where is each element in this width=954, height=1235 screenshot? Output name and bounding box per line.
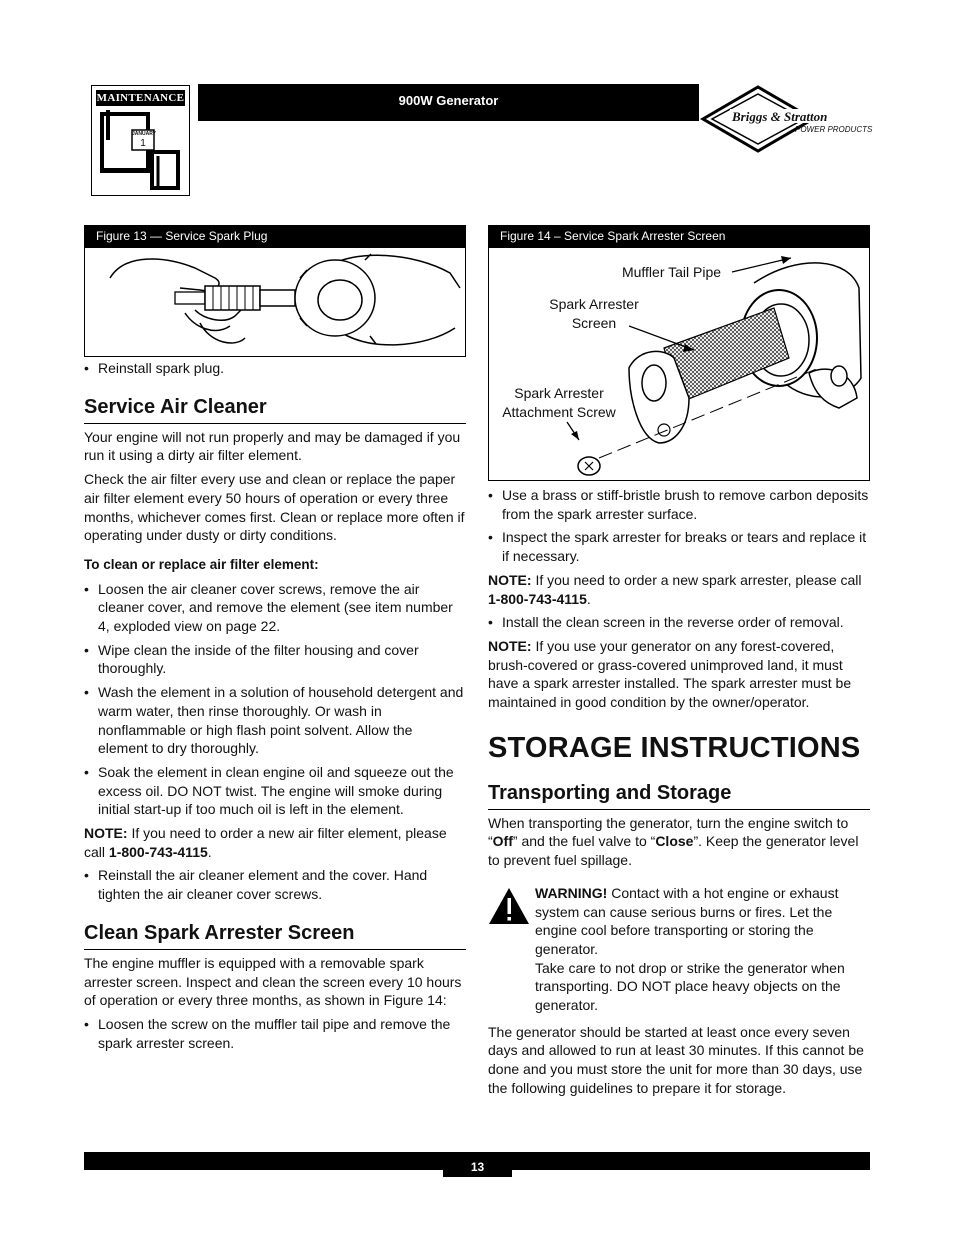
arrester-bullet-1: • Loosen the screw on the muffler tail pipe and remove the spark arrester screen. <box>84 1015 466 1052</box>
note-text: If you need to order a new air filter element, please call <box>84 825 447 860</box>
figure-13-caption: Figure 13 — Service Spark Plug <box>84 225 466 247</box>
page-title: 900W Generator <box>198 84 699 121</box>
brand-logo <box>700 84 873 154</box>
arrester-note-1: NOTE: If you need to order a new spark arrester, please call 1-800-743-4115. <box>488 571 862 607</box>
maintenance-label: MAINTENANCE <box>96 92 185 104</box>
reinstall-bullet: • Reinstall spark plug. <box>84 359 466 378</box>
warning-paragraph-2: Take care to not drop or strike the generator when transporting. DO NOT place heavy objects on the generator. <box>535 959 845 1014</box>
transporting-storage-heading: Transporting and Storage <box>488 781 870 810</box>
service-air-cleaner-heading: Service Air Cleaner <box>84 395 466 424</box>
transport-text-c: ”. Keep the generator level to prevent fuel spillage. <box>488 833 859 869</box>
left-column <box>84 359 466 1052</box>
label-spark-arrester-screen-1: Spark Arrester <box>549 296 639 312</box>
air-bullet-3: • Wash the element in a solution of household detergent and warm water, then rinse thoroughly. Or wash in nonflammable or high flash point solvent. Allow the element to dry thoroughly. <box>84 683 466 758</box>
arrester-note-2 <box>488 637 870 712</box>
warning-triangle-icon <box>488 886 530 926</box>
arrester-bullet-4: • Install the clean screen in the reverse order of removal. <box>488 613 870 632</box>
storage-final-paragraph: The generator should be started at least once every seven days and allowed to run at least 30 minutes. If this cannot be done and you must store the unit for more than 30 days, use the following guidelines to prepare it for storage. <box>488 1023 864 1096</box>
clean-spark-arrester-heading: Clean Spark Arrester Screen <box>84 921 466 950</box>
transport-paragraph <box>488 814 870 870</box>
figure-14-caption: Figure 14 – Service Spark Arrester Screen <box>488 225 870 247</box>
warning-paragraph-1 <box>535 884 870 959</box>
right-column <box>488 486 870 1098</box>
transport-text-a: When transporting the generator, turn the engine switch to “ <box>488 814 849 850</box>
storage-instructions-heading: STORAGE INSTRUCTIONS <box>488 731 861 764</box>
calendar-day: 1 <box>140 138 146 149</box>
note2-label: NOTE: <box>488 637 532 654</box>
air-bullet-2: • Wipe clean the inside of the filter housing and cover thoroughly. <box>84 641 466 678</box>
transport-off: Off <box>492 833 513 850</box>
spark-plug-illustration <box>85 248 465 356</box>
transport-close: Close <box>655 833 694 850</box>
calendar-text: JANUARY <box>132 131 156 137</box>
arrester-bullet-2: • Use a brass or stiff-bristle brush to remove carbon deposits from the spark arrester surface. <box>488 486 870 523</box>
note-phone: 1-800-743-4115 <box>108 843 208 860</box>
note1-text: If you need to order a new spark arrester, please call <box>535 571 862 588</box>
air-paragraph-1: Your engine will not run properly and may be damaged if you run it using a dirty air filter element. <box>84 428 461 464</box>
note-label: NOTE: <box>84 825 128 842</box>
logo-subtext: POWER PRODUCTS <box>795 125 873 134</box>
air-subheading: To clean or replace air filter element: <box>84 556 319 572</box>
spark-arrester-illustration <box>489 248 869 480</box>
maintenance-icon <box>91 85 190 196</box>
warning-label: WARNING! <box>535 884 608 901</box>
warning-text-1: Contact with a hot engine or exhaust system can cause serious burns or fires. Let the engine cool before transporting or storing the generator. <box>535 884 839 957</box>
air-bullet-5: • Reinstall the air cleaner element and the cover. Hand tighten the air cleaner cover screws. <box>84 866 466 903</box>
warning-block <box>488 884 870 1015</box>
air-bullet-1: • Loosen the air cleaner cover screws, remove the air cleaner cover, and remove the element (see item number 4, exploded view on page 22. <box>84 580 466 636</box>
note1-phone: 1-800-743-4115 <box>488 590 587 607</box>
arrester-bullet-3: • Inspect the spark arrester for breaks or tears and replace it if necessary. <box>488 528 870 565</box>
figure-14-box <box>488 247 870 481</box>
logo-text: Briggs & Stratton <box>732 109 828 124</box>
page-number: 13 <box>443 1152 512 1177</box>
label-attachment-screw-2: Attachment Screw <box>502 404 616 420</box>
air-note: NOTE: If you need to order a new air filter element, please call 1-800-743-4115. <box>84 825 447 860</box>
label-attachment-screw-1: Spark Arrester <box>514 385 604 401</box>
note2-text: If you use your generator on any forest-covered, brush-covered or grass-covered unimproved land, it must have a spark arrester installed. The spark arrester must be maintained in good condition by the owner/operator. <box>488 637 852 711</box>
note1-label: NOTE: <box>488 571 532 588</box>
transport-text-b: ” and the fuel valve to “ <box>512 833 656 850</box>
air-bullet-4: • Soak the element in clean engine oil and squeeze out the excess oil. DO NOT twist. The engine will smoke during initial start-up if too much oil is left in the element. <box>84 763 466 819</box>
air-paragraph-2: Check the air filter every use and clean or replace the paper air filter element every 50 hours of operation or every three months, whichever comes first. Clean or replace more often if operating under dusty or dirty conditions. <box>84 471 465 544</box>
label-spark-arrester-screen-2: Screen <box>571 315 617 331</box>
label-muffler-tail-pipe: Muffler Tail Pipe <box>621 264 722 280</box>
figure-13-box <box>84 247 466 357</box>
arrester-paragraph: The engine muffler is equipped with a removable spark arrester screen. Inspect and clean the screen every 10 hours of operation or every three months, as shown in Figure 14: <box>84 954 462 1009</box>
